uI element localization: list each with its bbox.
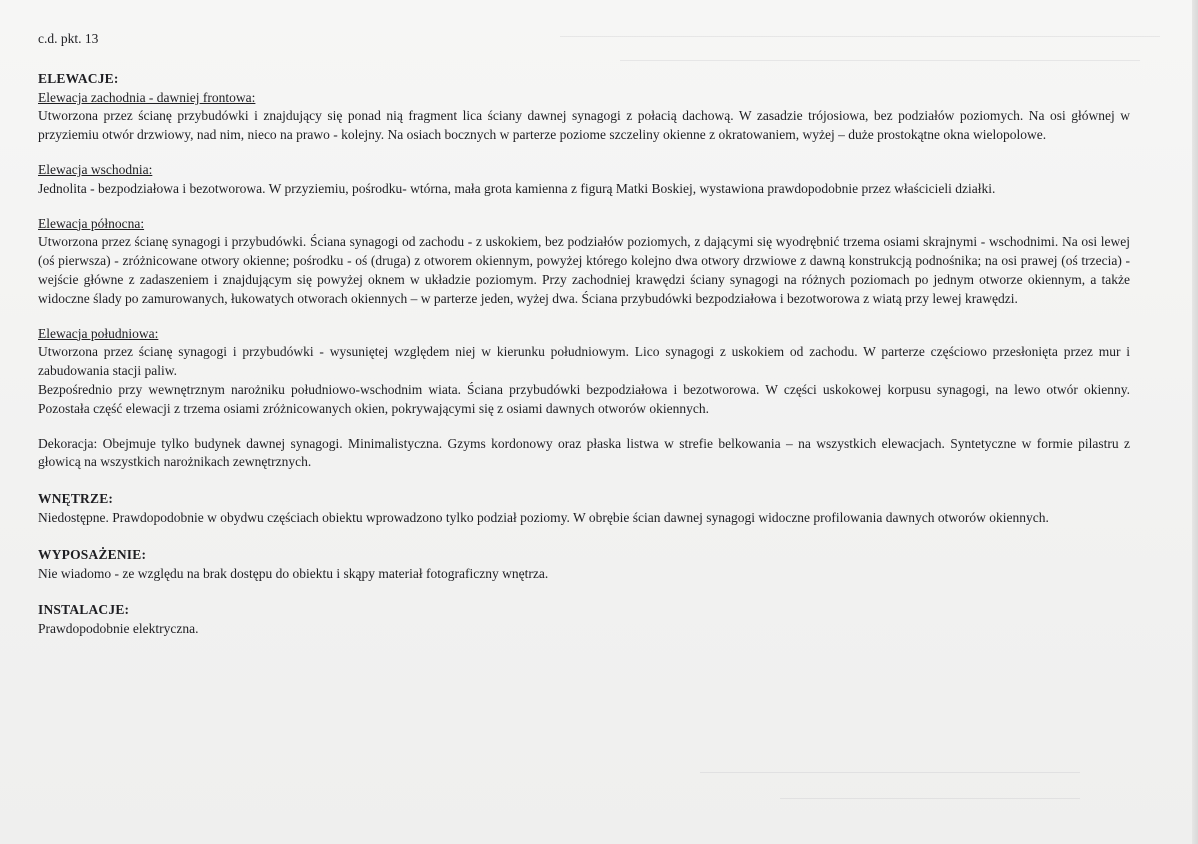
section-wyposazenie (38, 546, 1130, 584)
paragraph-elewacja-zachodnia: Utworzona przez ścianę przybudówki i znajdujący się ponad nią fragment lica ściany dawnej synagogi z połacią dachową. W zasadzie trójosiowa, bez podziałów poziomych. Na osi głównej w przyziemiu otwór drzwiowy, nad nim, nieco na prawo - kolejny. Na osiach bocznych w parterze poziome szczeliny okienne z okratowaniem, wyżej – duże prostokątne okna wielopolowe. (38, 108, 1130, 143)
section-heading-instalacje: INSTALACJE: (38, 602, 130, 618)
bleed-through-line (780, 798, 1080, 799)
paragraph-wyposazenie: Nie wiadomo - ze względu na brak dostępu do obiektu i skąpy materiał fotograficzny wnętrza. (38, 565, 549, 581)
section-heading-wyposazenie: WYPOSAŻENIE: (38, 546, 147, 562)
paragraph-elewacja-poludniowa-2: Bezpośrednio przy wewnętrznym narożniku południowo-wschodnim wiata. Ściana przybudówki bezpodziałowa i bezotworowa. W części uskokowej korpusu synagogi, na lewo otwór okienny. Pozostała część elewacji z trzema osiami zróżnicowanych okien, pokrywającymi się z osiami dawnych otworów okiennych. (38, 381, 1130, 416)
section-heading-wnetrze: WNĘTRZE: (38, 491, 114, 507)
section-heading-elewacje: ELEWACJE: (38, 70, 119, 86)
section-elewacja-wschodnia (38, 161, 1130, 199)
document-body (38, 30, 1130, 639)
paragraph-instalacje: Prawdopodobnie elektryczna. (38, 621, 199, 637)
paragraph-wnetrze: Niedostępne. Prawdopodobnie w obydwu częściach obiektu wprowadzono tylko podział poziomy. W obrębie ścian dawnej synagogi widoczne profilowania dawnych otworów okiennych. (38, 509, 1049, 525)
section-dekoracja (38, 435, 1130, 473)
section-elewacja-polnocna (38, 215, 1130, 309)
page-note: c.d. pkt. 13 (38, 31, 99, 46)
paragraph-elewacja-polnocna: Utworzona przez ścianę synagogi i przybudówki. Ściana synagogi od zachodu - z uskokiem, bez podziałów poziomych, z dającymi się wyodrębnić trzema osiami skrajnymi - wschodnimi. Na osi lewej (oś pierwsza) - zróżnicowane otwory okienne; pośrodku - oś (druga) z otworem okiennym, powyżej którego kolejno dwa otwory drzwiowe z dawną konstrukcją podnośnika; na osi prawej (oś trzecia) - wejście główne z zadaszeniem i znajdującym się powyżej oknem w układzie poziomym. Przy zachodniej krawędzi ściany synagogi na różnych poziomach po jednym otworze okiennym, a także widoczne ślady po zamurowanych, łukowatych otworach okiennych – w parterze jeden, wyżej dwa. Ściana przybudówki bezpodziałowa i bezotworowa z wiatą przy lewej krawędzi. (38, 234, 1130, 306)
section-elewacja-zachodnia (38, 89, 1130, 145)
subheading-elewacja-zachodnia: Elewacja zachodnia - dawniej frontowa: (38, 89, 256, 105)
section-elewacja-poludniowa (38, 325, 1130, 419)
section-wnetrze (38, 490, 1130, 528)
paragraph-elewacja-wschodnia: Jednolita - bezpodziałowa i bezotworowa. W przyziemiu, pośrodku- wtórna, mała grota kamienna z figurą Matki Boskiej, wystawiona prawdopodobnie przez właścicieli działki. (38, 180, 996, 196)
bleed-through-line (700, 772, 1080, 773)
subheading-elewacja-wschodnia: Elewacja wschodnia: (38, 161, 153, 177)
section-instalacje (38, 601, 1130, 639)
subheading-elewacja-polnocna: Elewacja północna: (38, 215, 145, 231)
paragraph-elewacja-poludniowa-1: Utworzona przez ścianę synagogi i przybudówki - wysuniętej względem niej w kierunku południowym. Lico synagogi z uskokiem od zachodu. W parterze częściowo przesłonięta przez mur i zabudowania stacji paliw. (38, 344, 1130, 379)
page-edge (1192, 0, 1198, 844)
subheading-elewacja-poludniowa: Elewacja południowa: (38, 325, 159, 341)
paragraph-dekoracja: Dekoracja: Obejmuje tylko budynek dawnej synagogi. Minimalistyczna. Gzyms kordonowy oraz płaska listwa w strefie belkowania – na wszystkich elewacjach. Syntetyczne w formie pilastru z głowicą na wszystkich narożnikach zewnętrznych. (38, 435, 1130, 470)
